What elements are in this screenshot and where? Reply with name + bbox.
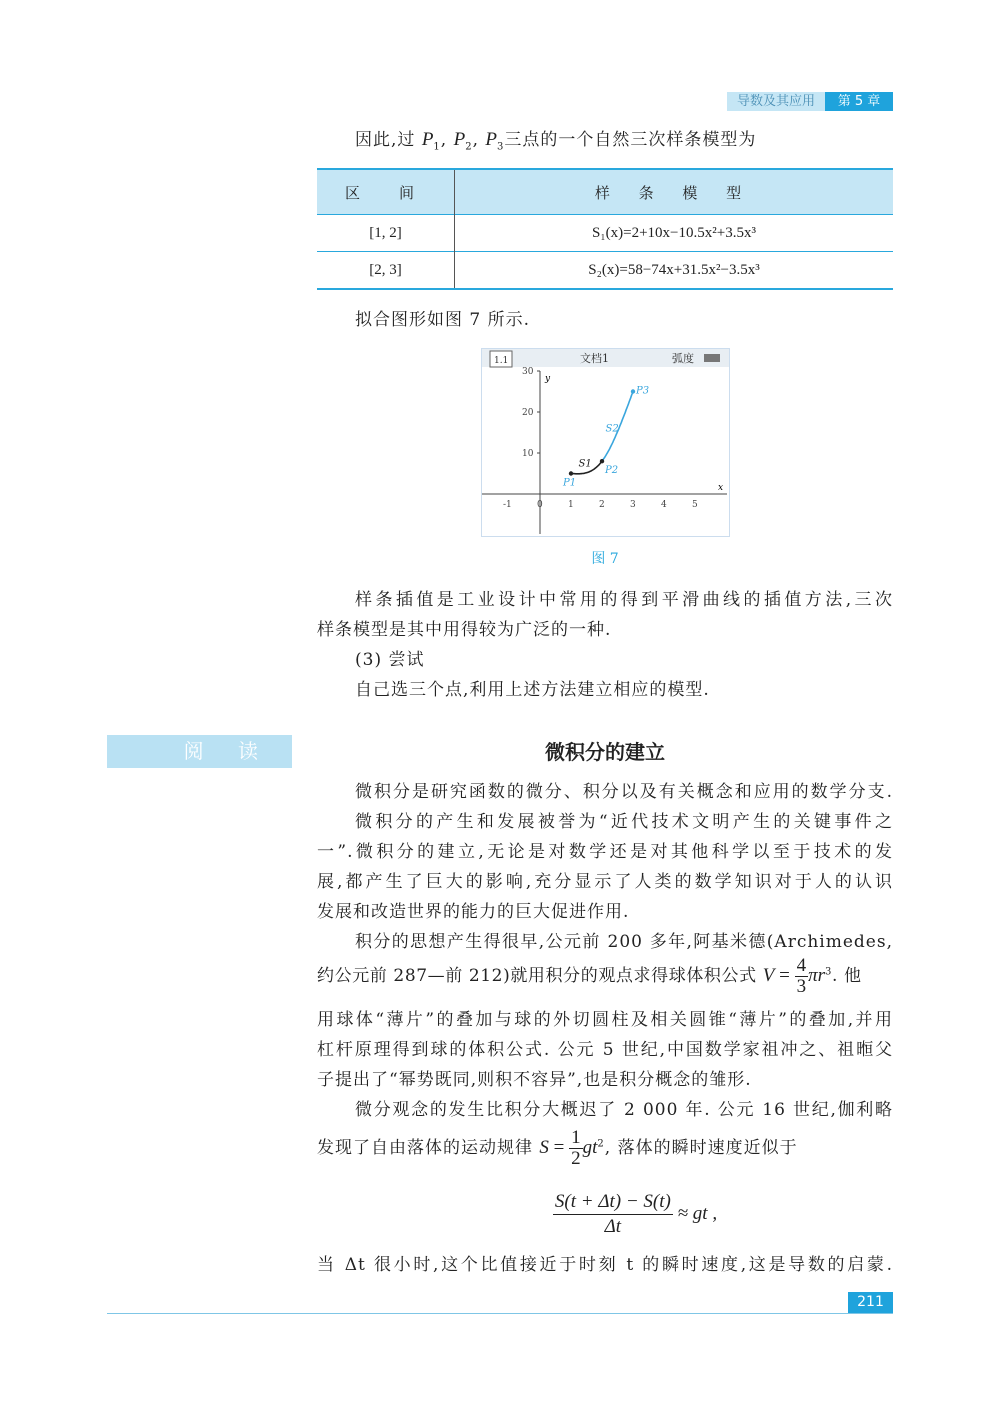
point-P1 [569,471,573,475]
column-header: 区 间 [317,169,455,215]
intro-line [317,128,893,159]
math: V [762,965,775,986]
model-cell: S₁(x)=2+10x−10.5x²+3.5x³ [455,215,894,252]
figure-7-calculator-screen [481,348,730,537]
x-tick-label: 0 [537,500,543,510]
paragraph-line: 杠杆原理得到球的体积公式. 公元 5 世纪,中国数学家祖冲之、祖暅父 [317,1040,893,1060]
math: 2 [597,1138,605,1150]
text: 因此,过 [355,130,422,150]
text: 三点的一个自然三次样条模型为 [504,130,757,150]
reading-label: 阅 读 [107,735,292,768]
y-tick-label: 20 [522,408,534,418]
math: 3 [497,141,505,153]
paragraph-line: 样条模型是其中用得较为广泛的一种. [317,620,612,640]
table-row [317,252,893,290]
text: 约公元前 287—前 212)就用积分的观点求得球体积公式 [317,966,763,986]
paragraph-line-formula [317,1128,893,1169]
math: P [485,129,498,150]
math: = [774,965,795,986]
paragraph-line: 当 Δt 很小时,这个比值接近于时刻 t 的瞬时速度,这是导数的启蒙. [317,1255,893,1275]
point-P3 [631,389,635,393]
figure-caption: 图 7 [591,551,619,567]
spline-chart [482,349,729,536]
numerator: S(t + Δt) − S(t) [553,1190,673,1215]
try-label: (3) 尝试 [355,650,425,670]
paragraph-line: 展,都产生了巨大的影响,充分显示了人类的数学知识对于人的认识 [317,872,893,892]
fraction [569,1128,583,1169]
series-label: S2 [605,423,619,435]
interval-cell: [2, 3] [317,252,455,290]
model-cell: S₂(x)=58−74x+31.5x²−3.5x³ [455,252,894,290]
x-tick-label: 4 [661,500,667,510]
math: = [548,1137,570,1158]
table-header [317,169,893,215]
x-tick-label: -1 [503,500,512,510]
denominator: 3 [796,976,807,997]
angle-mode: 弧度 [672,352,694,365]
math: 1 [433,141,441,153]
math: P [421,129,434,150]
paragraph-line: 一”.微积分的建立,无论是对数学还是对其他科学以至于技术的发 [317,842,893,862]
numerator: 4 [796,955,807,976]
spline-table [317,168,893,290]
y-axis-label: y [545,374,551,384]
math: gt [582,1137,598,1158]
battery-icon [704,354,720,362]
text: , [440,130,454,150]
point-label: P1 [563,477,577,489]
text: 发现了自由落体的运动规律 [317,1138,540,1158]
derivative-formula [317,1190,893,1239]
text: , [472,130,486,150]
page-number: 211 [848,1292,893,1313]
reading-title: 微积分的建立 [545,740,665,764]
try-text: 自己选三个点,利用上述方法建立相应的模型. [355,680,710,700]
paragraph-line: 微积分是研究函数的微分、积分以及有关概念和应用的数学分支. [355,782,893,802]
paragraph-line: 子提出了“幂势既同,则积不容异”,也是积分概念的雏形. [317,1070,752,1090]
tab-label: 1.1 [494,356,509,366]
math: 2 [465,141,473,153]
y-tick-label: 30 [522,367,534,377]
paragraph-line: 用球体“薄片”的叠加与球的外切圆柱及相关圆锥“薄片”的叠加,并用 [317,1010,893,1030]
math: P [453,129,466,150]
paragraph-line: 积分的思想产生得很早,公元前 200 多年,阿基米德(Archimedes, [355,932,893,952]
fit-text: 拟合图形如图 7 所示. [355,310,531,330]
paragraph-line: 微分观念的发生比积分大概迟了 2 000 年. 公元 16 世纪,伽利略 [355,1100,893,1120]
denominator: Δt [604,1216,622,1237]
math: ≈ gt , [672,1203,718,1224]
point-label: P2 [605,465,619,477]
column-header: 样 条 模 型 [455,169,894,215]
footer-rule [107,1313,893,1314]
x-tick-label: 1 [568,500,574,510]
paragraph-line: 微积分的产生和发展被誉为“近代技术文明产生的关键事件之 [355,812,893,832]
x-tick-label: 3 [630,500,636,510]
x-tick-label: 2 [599,500,605,510]
point-P2 [600,459,604,463]
x-tick-label: 5 [692,500,698,510]
series-label: S1 [578,458,592,470]
paragraph-line-formula [317,956,893,997]
chapter-header: 第 5 章 [825,92,893,111]
numerator: 1 [571,1127,581,1148]
paragraph-line: 发展和改造世界的能力的巨大促进作用. [317,902,630,922]
denominator: 2 [571,1148,581,1169]
math: 3 [825,966,832,978]
y-tick-label: 10 [522,449,534,459]
section-header: 导数及其应用 [727,92,825,111]
document-title: 文档1 [580,352,609,365]
x-axis-label: x [718,483,724,493]
text: . 他 [831,966,862,986]
math: πr [808,965,825,986]
table-row [317,215,893,252]
fraction [795,956,809,997]
interval-cell: [1, 2] [317,215,455,252]
text: , 落体的瞬时速度近似于 [604,1138,798,1158]
point-label: P3 [636,385,650,397]
fraction [553,1190,673,1239]
math: S [539,1137,549,1158]
paragraph-line: 样条插值是工业设计中常用的得到平滑曲线的插值方法,三次 [355,590,893,610]
